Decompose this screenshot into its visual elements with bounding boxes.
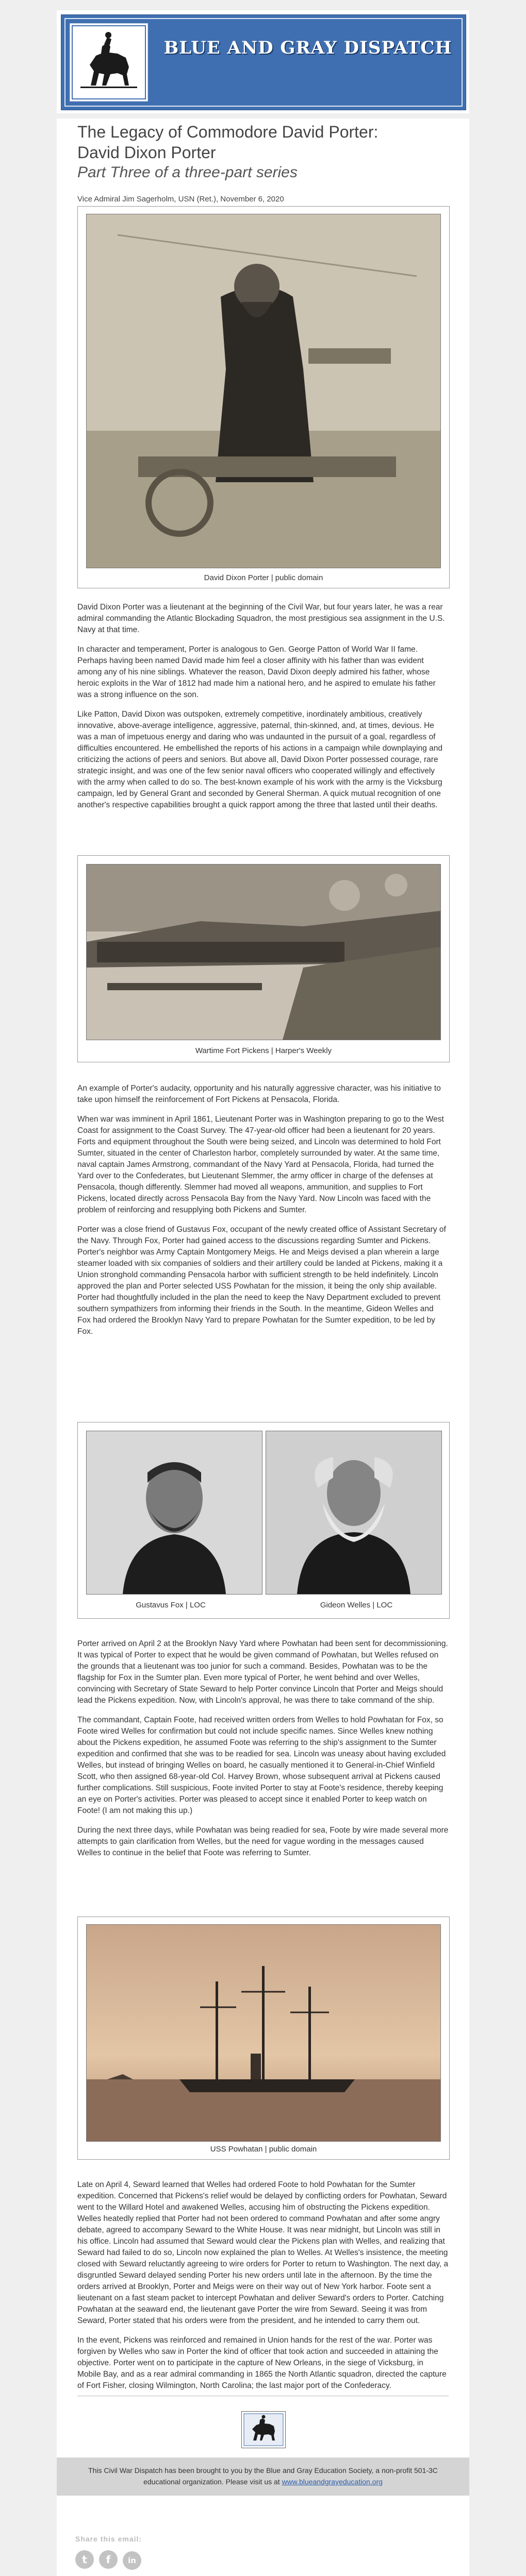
footer-note (57, 2458, 469, 2496)
linkedin-icon[interactable]: in (123, 2551, 141, 2570)
fort-pickens-caption: Wartime Fort Pickens | Harper's Weekly (195, 1046, 332, 1055)
horse-rider-logo-icon (70, 23, 148, 101)
article-body-section3 (77, 1638, 449, 1867)
footer-line2: educational organization. Please visit us at (143, 2478, 282, 2486)
footer-website-link[interactable]: www.blueandgrayeducation.org (282, 2478, 383, 2486)
masthead (57, 10, 469, 113)
footer-logo-icon (241, 2411, 286, 2448)
paragraph: Late on April 4, Seward learned that Welles had ordered Foote to hold Powhatan for the Sumter expedition. Concerned that Pickens's relief would be delayed by conflicting orders for Powhatan, Seward went to the Willard Hotel and awakened Welles, accusing him of obstructing the Pickens expedition. Welles heatedly replied that Porter had not been ordered to command Powhatan and after some angry debate, agreed to accompany Seward to the White House. It was near midnight, but Lincoln was still in his office. Lincoln had assumed that Seward would clear the Pickens plan with Welles, and realizing that Seward had failed to do so, Lincoln now explained the plan to Welles. At Welles's insistence, the meeting closed with Seward reluctantly agreeing to wire orders for Porter to return to Washington. The next day, a disgruntled Seward delayed sending Porter his new orders until late in the afternoon. By the time the orders arrived at Brooklyn, Porter and Meigs were on their way out of New York harbor. Foote sent a lieutenant on a fast steam packet to intercept Powhatan and deliver Seward's orders to Porter. Catching Powhatan at the seaward end, the lieutenant gave Porter the wire from Seward. Seeing it was from Seward, Porter stated that his orders were from the president, and he intended to carry them out. (77, 2180, 449, 2325)
paragraph: During the next three days, while Powhatan was being readied for sea, Foote by wire made several more attempts to gain clarification from Welles, but the need for vague wording in the messages caused Welles to continue in the belief that Foote was referring to Sumter. (77, 1826, 449, 1857)
figure-porter (77, 206, 450, 588)
paragraph: In character and temperament, Porter is analogous to Gen. George Patton of World War II fame. Perhaps having been named David made him feel a closer affinity with his father than was evident among any of his nine siblings. Whatever the reason, David Dixon deeply admired his father, whose heroic exploits in the War of 1812 had made him a national hero, and he aspired to emulate his father was a strong influence on the son. (77, 645, 436, 699)
powhatan-painting (86, 1924, 441, 2142)
fox-caption: Gustavus Fox | LOC (136, 1601, 206, 1609)
paragraph: When war was imminent in April 1861, Lieutenant Porter was in Washington preparing to go to the West Coast for assignment to the Coast Survey. The 47-year-old officer had been a lieutenant for 20 years. Forts and equipment throughout the South were being seized, and Lincoln was determined to hold Fort Sumter, situated in the center of Charleston harbor, completely surrounded by water. At the same time, naval captain James Armstrong, commandant of the Navy Yard at Pensacola, Florida, had turned the Yard over to the Confederates, but Lieutenant Slemmer, the army officer in charge of the defenses at Pensacola, though differently. Slemmer had moved all weapons, ammunition, and supplies to Fort Pickens, located directly across Pensacola Bay from the Navy Yard. Now Lincoln was faced with the problem of reinforcing and resupplying both Pickens and Sumter. (77, 1115, 444, 1214)
welles-photo (266, 1431, 442, 1595)
welles-caption: Gideon Welles | LOC (320, 1601, 393, 1609)
porter-caption: David Dixon Porter | public domain (204, 573, 323, 582)
twitter-icon[interactable]: t (75, 2550, 94, 2569)
paragraph: Porter arrived on April 2 at the Brooklyn Navy Yard where Powhatan had been sent for decommissioning. It was typical of Porter to expect that he would be given command of Powhatan, but Welles refused on the grounds that a lieutenant was too junior for such a command. Besides, Powhatan was to be the flagship for Fox in the Sumter plan. Even more typical of Porter, he went behind and over Welles, convincing with Secretary of State Seward to help Porter convince Lincoln that Porter and Meigs should lead the Pickens expedition. Now, with Lincoln's approval, he was there to take command of the ship. (77, 1639, 448, 1705)
footer-line1: This Civil War Dispatch has been brought to you by the Blue and Gray Education Society, a non-profit 501-3C (88, 2466, 438, 2475)
paragraph: In the event, Pickens was reinforced and remained in Union hands for the rest of the war. Porter was forgiven by Welles who saw in Porter the kind of officer that took action and succeeded in attaining the objective. Porter went on to participate in the capture of New Orleans, in the siege of Vicksburg, in Mobile Bay, and as a rear admiral commanding in 1865 the North Atlantic squadron, directed the capture of Fort Fisher, closing Wilmington, North Carolina; the last major port of the Confederacy. (77, 2336, 447, 2390)
share-heading: Share this email: (75, 2535, 142, 2543)
fox-photo (86, 1431, 262, 1595)
article-body-section1 (77, 602, 449, 819)
paragraph: An example of Porter's audacity, opportunity and his naturally aggressive character, was his initiative to take upon himself the reinforcement of Fort Pickens at Pensacola, Florida. (77, 1084, 441, 1104)
paragraph: Like Patton, David Dixon was outspoken, extremely competitive, inordinately ambitious, creatively innovative, above-average intelligence, aggressive, paternal, thin-skinned, and, at times, devious. He was a man of impetuous energy and daring who was undaunted in the pursuit of a goal, regardless of difficulties encountered. He embellished the reports of his actions in a campaign while downplaying and criticizing the actions of peers and seniors. But above all, David Dixon Porter possessed courage, rare strategic insight, and was one of the few senior naval officers who cooperated willingly and effectively with the army when called to do so. The best-known example of his work with the army is the Vicksburg campaign, led by General Grant and seconded by General Sherman. A quick mutual recognition of one another's respective capabilities brought a quick rapport among the three that lasted until their deaths. (77, 710, 442, 809)
powhatan-caption: USS Powhatan | public domain (210, 2145, 317, 2154)
article-title-line1: The Legacy of Commodore David Porter: (77, 123, 379, 141)
masthead-title: BLUE AND GRAY DISPATCH (163, 38, 452, 58)
paragraph: The commandant, Captain Foote, had received written orders from Welles to hold Powhatan for Fox, so Foote wired Welles for confirmation but could not include specific names. Since Welles knew nothing about the Pickens expedition, he assumed Foote was referring to the ship's assignment to the Sumter expedition and confirmed that she was to be readied for sea. Lincoln was uneasy about having excluded Welles, but instead of bringing Welles on board, he casually mentioned it to General-in-Chief Winfield Scott, who then assigned 68-year-old Col. Harvey Brown, whose subsequent arrival at Pickens caused further complications. Still suspicious, Foote invited Porter to stay at Foote's residence, thereby keeping an eye on Porter's activities. Porter was pleased to accept since it enabled Porter to keep watch on Foote! (I am not making this up.) (77, 1716, 446, 1815)
figure-powhatan (77, 1917, 450, 2160)
porter-photo (86, 214, 441, 568)
article-body-section2 (77, 1083, 449, 1346)
facebook-icon[interactable]: f (99, 2550, 118, 2569)
paragraph: Porter was a close friend of Gustavus Fox, occupant of the newly created office of Assistant Secretary of the Navy. Through Fox, Porter had gained access to the discussions regarding Sumter and Pickens. Porter's neighbor was Army Captain Montgomery Meigs. He and Meigs devised a plan wherein a large steamer loaded with six companies of soldiers and their artillery could be landed at Pickens, making it a Union stronghold commanding Pensacola harbor with sufficient strength to be held indefinitely. Lincoln approved the plan and Porter selected USS Powhatan for the mission, it being the only ship available. Porter had thoughtfully included in the plan the need to keep the Navy Department excluded to prevent southern sympathizers from informing their friends in the South. In the meantime, Gideon Welles and Fox had ordered the Brooklyn Navy Yard to prepare Powhatan for the Sumter expedition, to be led by Fox. (77, 1225, 446, 1336)
figure-fox-welles (77, 1422, 450, 1619)
share-icons (75, 2550, 146, 2570)
fort-pickens-image (86, 864, 441, 1040)
article-header (77, 122, 449, 215)
figure-fort-pickens (77, 855, 450, 1062)
article-byline: Vice Admiral Jim Sagerholm, USN (Ret.), November 6, 2020 (77, 195, 284, 204)
article-subtitle: Part Three of a three-part series (77, 164, 298, 181)
paragraph: David Dixon Porter was a lieutenant at the beginning of the Civil War, but four years later, he was a rear admiral commanding the Atlantic Blockading Squadron, the most prestigious sea assignment in the U.S. Navy at that time. (77, 603, 445, 634)
article-title-line2: David Dixon Porter (77, 143, 216, 162)
masthead-banner (61, 14, 466, 110)
article-body-section4 (77, 2179, 449, 2400)
